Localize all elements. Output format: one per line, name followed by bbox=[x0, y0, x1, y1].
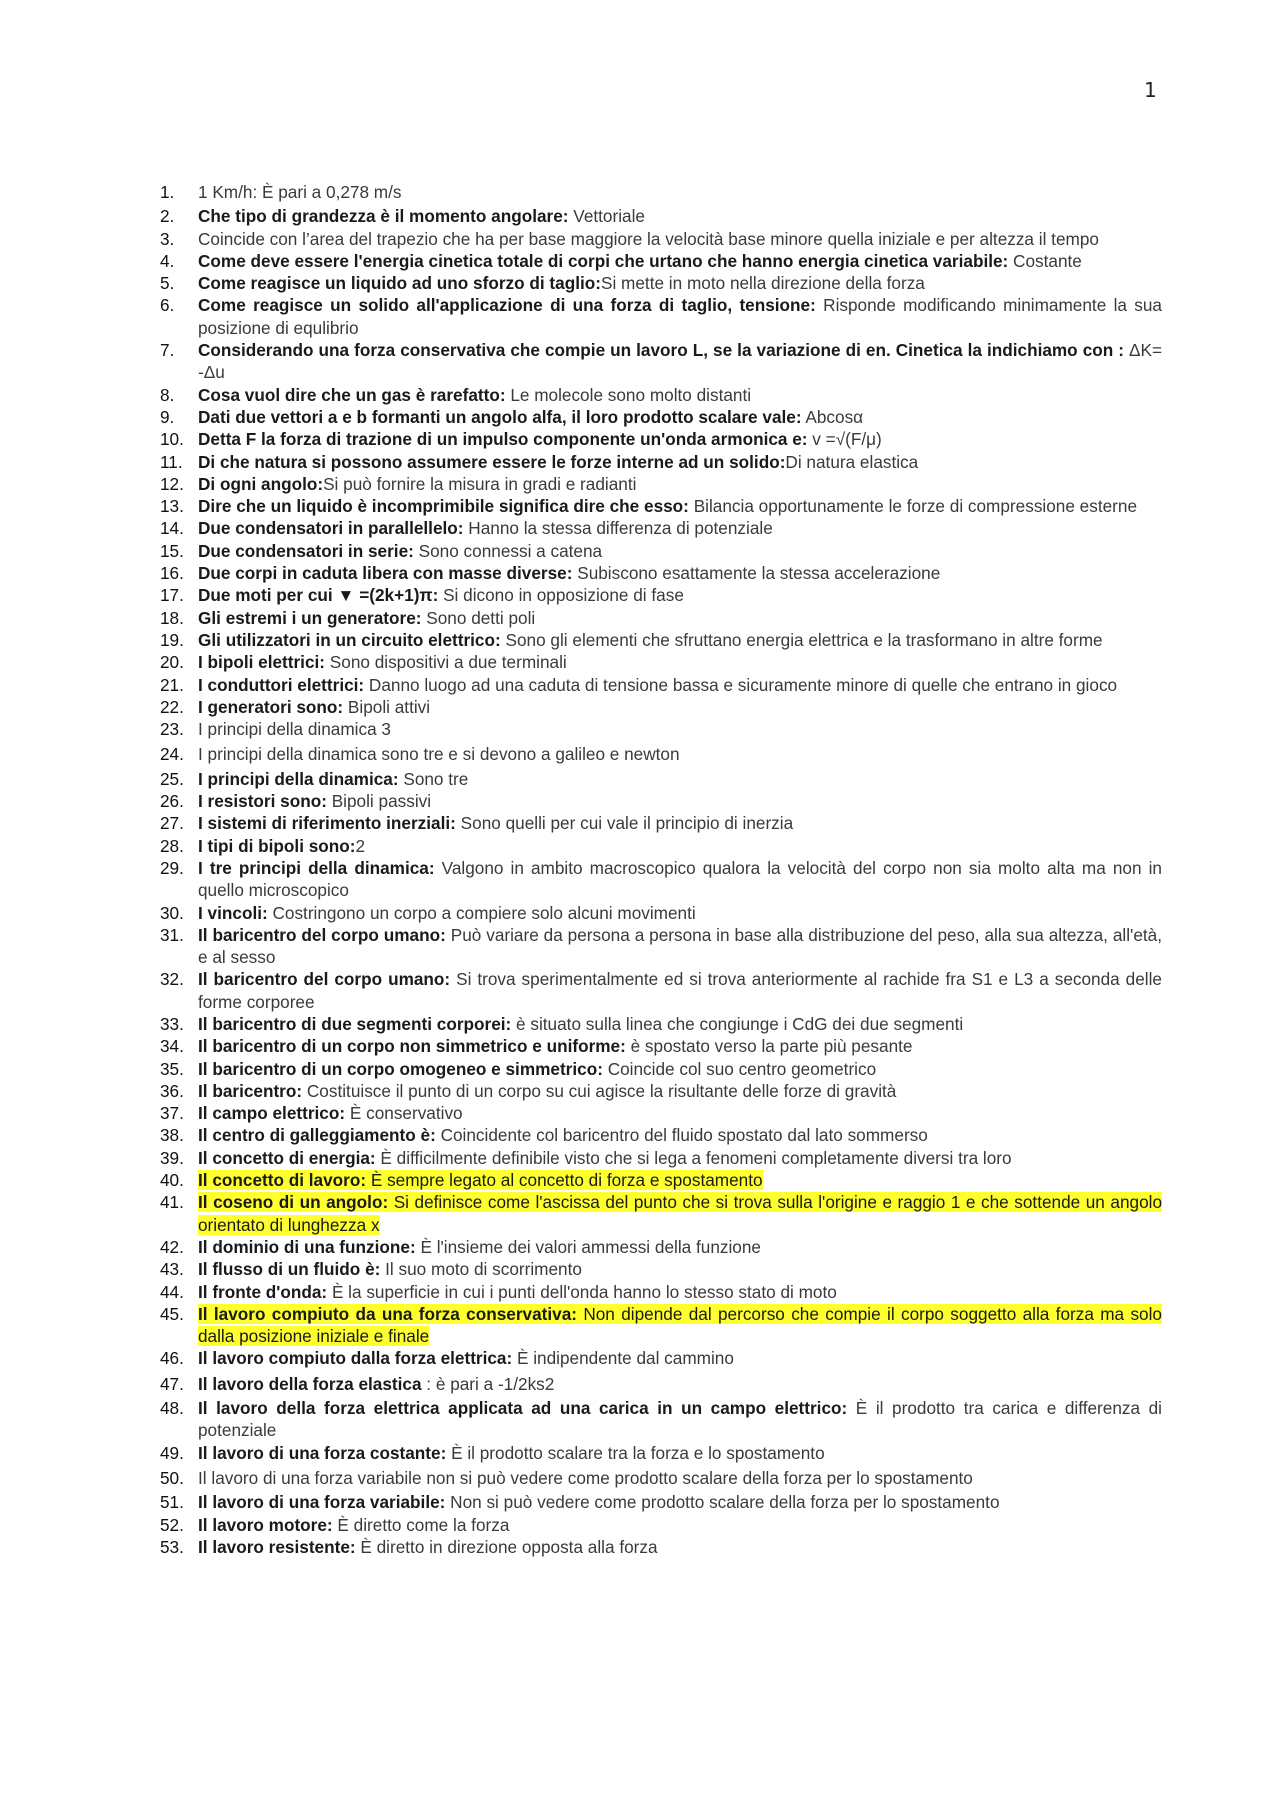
item-number: 6. bbox=[160, 295, 175, 316]
item-question: Il centro di galleggiamento è: bbox=[198, 1125, 436, 1146]
list-item bbox=[160, 1080, 1162, 1102]
list-item bbox=[160, 1102, 1162, 1124]
item-number: 3. bbox=[160, 228, 175, 249]
item-number: 5. bbox=[160, 273, 175, 294]
item-number: 44. bbox=[160, 1281, 184, 1302]
item-answer: Bipoli passivi bbox=[326, 791, 432, 812]
item-number: 40. bbox=[160, 1170, 184, 1191]
item-number: 20. bbox=[160, 652, 184, 673]
item-number: 25. bbox=[160, 768, 184, 789]
item-answer: Si mette in moto nella direzione della forza bbox=[600, 273, 925, 294]
list-item bbox=[160, 1536, 1162, 1558]
item-text bbox=[198, 743, 1162, 765]
item-number: 17. bbox=[160, 585, 184, 606]
item-number: 46. bbox=[160, 1348, 184, 1369]
list-item bbox=[160, 1191, 1162, 1236]
item-answer: Coincide col suo centro geometrico bbox=[602, 1058, 877, 1079]
item-answer: Danno luogo ad una caduta di tensione bassa e sicuramente minore di quelle che entrano in gioco bbox=[364, 674, 1118, 695]
list-item bbox=[160, 718, 1162, 740]
item-text bbox=[198, 718, 1162, 740]
item-text bbox=[198, 406, 1162, 428]
item-text bbox=[198, 1102, 1162, 1124]
item-answer: è spostato verso la parte più pesante bbox=[625, 1036, 913, 1057]
list-item bbox=[160, 1236, 1162, 1258]
list-item bbox=[160, 1442, 1162, 1464]
list-item bbox=[160, 294, 1162, 339]
item-answer: Sono connessi a catena bbox=[413, 540, 603, 561]
item-answer: Abcosα bbox=[801, 406, 864, 427]
list-item bbox=[160, 1147, 1162, 1169]
item-answer: Può variare da persona a persona in base alla distribuzione del peso, alla sua altezza, all'età, e al sesso bbox=[198, 924, 1162, 968]
item-answer: Bilancia opportunamente le forze di compressione esterne bbox=[688, 496, 1138, 517]
item-number: 19. bbox=[160, 629, 184, 650]
list-item bbox=[160, 406, 1162, 428]
item-number: 7. bbox=[160, 340, 175, 361]
item-text bbox=[198, 562, 1162, 584]
item-answer: È diretto come la forza bbox=[332, 1514, 510, 1535]
item-number: 37. bbox=[160, 1103, 184, 1124]
item-answer: I principi della dinamica sono tre e si devono a galileo e newton bbox=[198, 744, 680, 765]
item-question: I generatori sono: bbox=[198, 696, 344, 717]
item-number: 38. bbox=[160, 1125, 184, 1146]
item-text bbox=[198, 651, 1162, 673]
item-question: Due condensatori in parallellelo: bbox=[198, 518, 464, 539]
item-number: 53. bbox=[160, 1536, 184, 1557]
item-number: 43. bbox=[160, 1259, 184, 1280]
list-item bbox=[160, 517, 1162, 539]
item-question: I vincoli: bbox=[198, 902, 268, 923]
item-question: Cosa vuol dire che un gas è rarefatto: bbox=[198, 384, 506, 405]
item-text bbox=[198, 1169, 1162, 1191]
item-text bbox=[198, 1373, 1162, 1395]
list-item bbox=[160, 968, 1162, 1013]
item-answer: v =√(F/μ) bbox=[807, 429, 882, 450]
item-number: 39. bbox=[160, 1147, 184, 1168]
item-question: Gli utilizzatori in un circuito elettrico: bbox=[198, 629, 501, 650]
item-number: 1. bbox=[160, 182, 175, 202]
item-question: Considerando una forza conservativa che compie un lavoro L, se la variazione di en. Cinetica la indichiamo con : bbox=[198, 340, 1124, 361]
item-question: Il baricentro: bbox=[198, 1080, 303, 1101]
item-question: I bipoli elettrici: bbox=[198, 652, 326, 673]
item-question: Il baricentro del corpo umano: bbox=[198, 924, 446, 945]
item-question: Come reagisce un solido all'applicazione di una forza di taglio, tensione: bbox=[198, 295, 816, 316]
item-question: Il baricentro di due segmenti corporei: bbox=[198, 1013, 512, 1034]
item-text bbox=[198, 1191, 1162, 1236]
item-question: Che tipo di grandezza è il momento angolare: bbox=[198, 206, 569, 227]
item-text bbox=[198, 812, 1162, 834]
item-text bbox=[198, 1035, 1162, 1057]
item-answer: Non si può vedere come prodotto scalare della forza per lo spostamento bbox=[445, 1492, 1000, 1513]
item-number: 16. bbox=[160, 563, 184, 584]
item-answer: ΔK= -Δu bbox=[198, 340, 1162, 383]
list-item bbox=[160, 384, 1162, 406]
item-answer: Si definisce come l'ascissa del punto che si trova sulla l'origine e raggio 1 e che sottende un angolo orientato di lunghezza x bbox=[198, 1192, 1163, 1235]
item-answer: Bipoli attivi bbox=[343, 696, 431, 717]
list-item bbox=[160, 835, 1162, 857]
list-item bbox=[160, 1397, 1162, 1442]
item-question: Il lavoro di una forza variabile: bbox=[198, 1492, 446, 1513]
item-answer: Coincidente col baricentro del fluido spostato dal lato sommerso bbox=[435, 1125, 928, 1146]
item-text bbox=[198, 1347, 1162, 1369]
item-text bbox=[198, 1013, 1162, 1035]
list-item bbox=[160, 1347, 1162, 1369]
item-number: 22. bbox=[160, 696, 184, 717]
item-answer: Il lavoro di una forza variabile non si può vedere come prodotto scalare della forza per lo spostamento bbox=[198, 1467, 973, 1488]
item-text bbox=[198, 495, 1162, 517]
item-question: Il baricentro di un corpo omogeneo e simmetrico: bbox=[198, 1058, 603, 1079]
list-item bbox=[160, 250, 1162, 272]
list-item bbox=[160, 768, 1162, 790]
item-answer: Sono dispositivi a due terminali bbox=[325, 652, 567, 673]
item-answer: Costituisce il punto di un corpo su cui agisce la risultante delle forze di gravità bbox=[302, 1080, 897, 1101]
list-item bbox=[160, 495, 1162, 517]
item-text bbox=[198, 451, 1162, 473]
item-text bbox=[198, 1258, 1162, 1280]
list-item bbox=[160, 1281, 1162, 1303]
item-number: 8. bbox=[160, 384, 175, 405]
item-number: 18. bbox=[160, 607, 184, 628]
item-answer: Costringono un corpo a compiere solo alcuni movimenti bbox=[267, 902, 696, 923]
item-question: Due condensatori in serie: bbox=[198, 540, 414, 561]
item-question: Il baricentro del corpo umano: bbox=[198, 969, 451, 990]
item-text bbox=[198, 473, 1162, 495]
item-number: 47. bbox=[160, 1373, 184, 1394]
item-question: I sistemi di riferimento inerziali: bbox=[198, 813, 456, 834]
item-question: I tre principi della dinamica: bbox=[198, 857, 435, 878]
item-text bbox=[198, 857, 1162, 902]
item-number: 12. bbox=[160, 473, 184, 494]
item-text bbox=[198, 294, 1162, 339]
item-number: 10. bbox=[160, 429, 184, 450]
item-question: Dire che un liquido è incomprimibile significa dire che esso: bbox=[198, 496, 689, 517]
item-number: 45. bbox=[160, 1303, 184, 1324]
item-text bbox=[198, 272, 1162, 294]
item-question: Il campo elettrico: bbox=[198, 1103, 346, 1124]
item-question: Il lavoro compiuto da una forza conservativa: bbox=[198, 1303, 577, 1324]
item-number: 31. bbox=[160, 924, 184, 945]
item-answer: Coincide con l’area del trapezio che ha per base maggiore la velocità base minore quella iniziale e per altezza il tempo bbox=[198, 228, 1099, 249]
list-item bbox=[160, 272, 1162, 294]
item-answer: Costante bbox=[1008, 250, 1082, 271]
item-number: 33. bbox=[160, 1013, 184, 1034]
item-question: Il lavoro resistente: bbox=[198, 1536, 356, 1557]
list-item bbox=[160, 1124, 1162, 1146]
item-text bbox=[198, 1491, 1162, 1513]
item-text bbox=[198, 924, 1162, 969]
item-text bbox=[198, 968, 1162, 1013]
list-item bbox=[160, 1373, 1162, 1395]
item-question: Il fronte d'onda: bbox=[198, 1281, 328, 1302]
item-question: Detta F la forza di trazione di un impulso componente un'onda armonica e: bbox=[198, 429, 808, 450]
item-text bbox=[198, 428, 1162, 450]
item-number: 15. bbox=[160, 540, 184, 561]
item-number: 49. bbox=[160, 1442, 184, 1463]
item-question: Il lavoro della forza elettrica applicata ad una carica in un campo elettrico: bbox=[198, 1398, 848, 1419]
item-number: 23. bbox=[160, 719, 184, 740]
list-item bbox=[160, 1258, 1162, 1280]
item-answer: Si dicono in opposizione di fase bbox=[438, 585, 684, 606]
item-text bbox=[198, 790, 1162, 812]
item-answer: È l'insieme dei valori ammessi della funzione bbox=[415, 1236, 761, 1257]
item-text bbox=[198, 1124, 1162, 1146]
list-item bbox=[160, 902, 1162, 924]
list-item bbox=[160, 651, 1162, 673]
item-number: 9. bbox=[160, 406, 175, 427]
item-question: Come reagisce un liquido ad uno sforzo di taglio: bbox=[198, 273, 601, 294]
item-text bbox=[198, 1058, 1162, 1080]
item-text bbox=[198, 607, 1162, 629]
list-item bbox=[160, 790, 1162, 812]
item-question: Il concetto di energia: bbox=[198, 1147, 376, 1168]
list-item bbox=[160, 181, 1162, 203]
item-number: 13. bbox=[160, 496, 184, 517]
item-question: Il lavoro della forza elastica bbox=[198, 1373, 422, 1394]
item-number: 4. bbox=[160, 250, 175, 271]
item-number: 48. bbox=[160, 1398, 184, 1419]
list-item bbox=[160, 1035, 1162, 1057]
item-question: Il lavoro motore: bbox=[198, 1514, 333, 1535]
item-answer: è situato sulla linea che congiunge i CdG dei due segmenti bbox=[511, 1013, 964, 1034]
item-number: 27. bbox=[160, 813, 184, 834]
item-number: 50. bbox=[160, 1467, 184, 1488]
item-text bbox=[198, 1303, 1162, 1348]
item-text bbox=[198, 696, 1162, 718]
item-text bbox=[198, 1467, 1162, 1489]
list-item bbox=[160, 1058, 1162, 1080]
item-number: 34. bbox=[160, 1036, 184, 1057]
item-answer: Valgono in ambito macroscopico qualora la velocità del corpo non sia molto alta ma non in quello microscopico bbox=[198, 857, 1162, 901]
item-answer: È il prodotto scalare tra la forza e lo spostamento bbox=[446, 1442, 825, 1463]
item-question: Due moti per cui ▼ =(2k+1)π: bbox=[198, 585, 439, 606]
item-text bbox=[198, 1236, 1162, 1258]
item-number: 26. bbox=[160, 791, 184, 812]
item-answer: I principi della dinamica 3 bbox=[198, 719, 391, 740]
item-answer: Subiscono esattamente la stessa accelerazione bbox=[572, 563, 941, 584]
item-question: I principi della dinamica: bbox=[198, 768, 399, 789]
item-answer: È diretto in direzione opposta alla forza bbox=[355, 1536, 658, 1557]
page-number: 1 bbox=[1144, 78, 1157, 102]
item-number: 11. bbox=[160, 451, 183, 472]
item-text bbox=[198, 1536, 1162, 1558]
item-text bbox=[198, 384, 1162, 406]
list-item bbox=[160, 562, 1162, 584]
item-text bbox=[198, 228, 1162, 250]
item-number: 51. bbox=[160, 1492, 184, 1513]
item-question: Di che natura si possono assumere essere le forze interne ad un solido: bbox=[198, 451, 786, 472]
item-answer: Si trova sperimentalmente ed si trova anteriormente al rachide fra S1 e L3 a seconda delle forme corporee bbox=[198, 969, 1162, 1012]
item-answer: Vettoriale bbox=[568, 206, 645, 227]
item-question: Il concetto di lavoro: bbox=[198, 1170, 367, 1191]
item-text bbox=[198, 629, 1162, 651]
list-item bbox=[160, 473, 1162, 495]
item-answer: Non dipende dal percorso che compie il corpo soggetto alla forza ma solo dalla posizione iniziale e finale bbox=[198, 1303, 1162, 1347]
item-question: I tipi di bipoli sono: bbox=[198, 835, 356, 856]
item-text bbox=[198, 1442, 1162, 1464]
item-question: Il coseno di un angolo: bbox=[198, 1192, 389, 1213]
item-text bbox=[198, 1281, 1162, 1303]
item-number: 28. bbox=[160, 835, 184, 856]
list-item bbox=[160, 584, 1162, 606]
item-question: Di ogni angolo: bbox=[198, 473, 324, 494]
list-item bbox=[160, 228, 1162, 250]
item-question: Come deve essere l'energia cinetica totale di corpi che urtano che hanno energia cinetica variabile: bbox=[198, 250, 1009, 271]
list-item bbox=[160, 1514, 1162, 1536]
item-text bbox=[198, 1080, 1162, 1102]
item-text bbox=[198, 835, 1162, 857]
item-text bbox=[198, 768, 1162, 790]
list-item bbox=[160, 1303, 1162, 1348]
item-text bbox=[198, 250, 1162, 272]
item-number: 21. bbox=[160, 674, 184, 695]
item-question: Due corpi in caduta libera con masse diverse: bbox=[198, 563, 573, 584]
item-answer: : è pari a -1/2ks2 bbox=[421, 1373, 555, 1394]
item-answer: Sono tre bbox=[398, 768, 469, 789]
item-answer: Risponde modificando minimamente la sua posizione di equlibrio bbox=[198, 295, 1162, 338]
item-question: Gli estremi i un generatore: bbox=[198, 607, 422, 628]
list-item bbox=[160, 451, 1162, 473]
item-number: 41. bbox=[160, 1192, 184, 1213]
item-number: 14. bbox=[160, 518, 184, 539]
item-text bbox=[198, 674, 1162, 696]
list-item bbox=[160, 1169, 1162, 1191]
item-number: 24. bbox=[160, 744, 184, 765]
list-item bbox=[160, 629, 1162, 651]
item-number: 52. bbox=[160, 1514, 184, 1535]
item-answer: È conservativo bbox=[345, 1103, 463, 1124]
item-number: 2. bbox=[160, 206, 175, 227]
list-item bbox=[160, 205, 1162, 227]
item-answer: Sono gli elementi che sfruttano energia elettrica e la trasformano in altre forme bbox=[500, 629, 1103, 650]
list-item bbox=[160, 1491, 1162, 1513]
list-item bbox=[160, 540, 1162, 562]
item-answer: Sono quelli per cui vale il principio di inerzia bbox=[455, 813, 794, 834]
item-text bbox=[198, 205, 1162, 227]
item-answer: Il suo moto di scorrimento bbox=[380, 1259, 582, 1280]
item-text bbox=[198, 1514, 1162, 1536]
item-number: 30. bbox=[160, 902, 184, 923]
item-text bbox=[198, 339, 1162, 384]
item-answer: È il prodotto tra carica e differenza di potenziale bbox=[198, 1398, 1162, 1441]
item-text bbox=[198, 1147, 1162, 1169]
item-number: 36. bbox=[160, 1080, 184, 1101]
item-number: 35. bbox=[160, 1058, 184, 1079]
item-answer: È difficilmente definibile visto che si lega a fenomeni completamente diversi tra loro bbox=[375, 1147, 1012, 1168]
item-question: Dati due vettori a e b formanti un angolo alfa, il loro prodotto scalare vale: bbox=[198, 406, 802, 427]
qa-list bbox=[160, 178, 1162, 1558]
list-item bbox=[160, 812, 1162, 834]
item-answer: Hanno la stessa differenza di potenziale bbox=[463, 518, 773, 539]
item-question: Il lavoro compiuto dalla forza elettrica: bbox=[198, 1348, 513, 1369]
item-text bbox=[198, 1397, 1162, 1442]
item-question: Il dominio di una funzione: bbox=[198, 1236, 416, 1257]
list-item bbox=[160, 924, 1162, 969]
item-answer: 2 bbox=[355, 835, 366, 856]
item-answer: Si può fornire la misura in gradi e radianti bbox=[323, 473, 637, 494]
list-item bbox=[160, 339, 1162, 384]
item-number: 42. bbox=[160, 1236, 184, 1257]
item-number: 29. bbox=[160, 857, 184, 878]
list-item bbox=[160, 428, 1162, 450]
list-item bbox=[160, 743, 1162, 765]
item-answer: È la superficie in cui i punti dell'onda hanno lo stesso stato di moto bbox=[327, 1281, 837, 1302]
item-answer: È indipendente dal cammino bbox=[512, 1348, 734, 1369]
item-text bbox=[198, 584, 1162, 606]
item-question: I resistori sono: bbox=[198, 791, 327, 812]
item-answer: Sono detti poli bbox=[421, 607, 536, 628]
list-item bbox=[160, 696, 1162, 718]
list-item bbox=[160, 674, 1162, 696]
item-answer: Le molecole sono molto distanti bbox=[505, 384, 752, 405]
item-question: Il flusso di un fluido è: bbox=[198, 1259, 381, 1280]
item-question: I conduttori elettrici: bbox=[198, 674, 365, 695]
item-question: Il baricentro di un corpo non simmetrico e uniforme: bbox=[198, 1036, 626, 1057]
item-text bbox=[198, 540, 1162, 562]
item-answer: 1 Km/h: È pari a 0,278 m/s bbox=[198, 182, 402, 202]
list-item bbox=[160, 607, 1162, 629]
list-item bbox=[160, 1013, 1162, 1035]
item-text bbox=[198, 181, 1162, 203]
list-item bbox=[160, 857, 1162, 902]
item-question: Il lavoro di una forza costante: bbox=[198, 1442, 447, 1463]
item-answer: È sempre legato al concetto di forza e spostamento bbox=[366, 1170, 763, 1191]
item-answer: Di natura elastica bbox=[785, 451, 919, 472]
item-text bbox=[198, 517, 1162, 539]
list-item bbox=[160, 1467, 1162, 1489]
item-text bbox=[198, 902, 1162, 924]
item-number: 32. bbox=[160, 969, 184, 990]
